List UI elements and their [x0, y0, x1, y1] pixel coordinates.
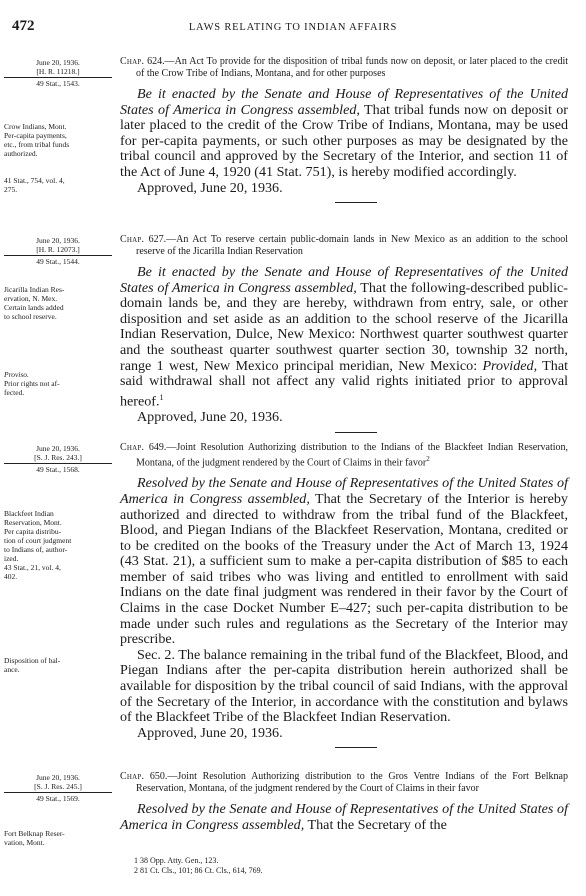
chapter-label: Chap. [120, 771, 145, 782]
bill-reference [4, 444, 112, 474]
margin-note [4, 656, 112, 674]
margin-note-line: Jicarilla Indian Res- [4, 285, 65, 294]
enacting-clause: Resolved by the Senate and House of Representatives of the United States of America in Congress assembled, [120, 475, 568, 507]
enacting-clause: Be it enacted by the Senate and House of Representatives of the United States of America in Congress assembled, [120, 264, 568, 296]
act-text: The balance remaining in the tribal fund of the Blackfeet, Blood, and Piegan Indians after the per-capita distribution herein authorized shall be available for disposition by the tribal council of said Indians, with the approval of the Secretary of the Interior, in accordance with the constitution and bylaws of the Blackfeet Tribe of the Blackfeet Indian Reservation. [120, 646, 568, 726]
margin-note-line: Certain lands added [4, 303, 64, 312]
margin-note-line: to Indians of, author- [4, 545, 68, 554]
margin-note-line: authorized. [4, 149, 38, 158]
margin-note-line: Fort Belknap Reser- [4, 829, 65, 838]
margin-note-line: 275. [4, 185, 18, 194]
margin-note-line: fected. [4, 388, 25, 397]
margin-note-line: Proviso. [4, 370, 29, 379]
footnote-mark: 2 [426, 454, 430, 463]
chapter-label: Chap. [120, 234, 145, 245]
section-divider [335, 747, 377, 748]
chapter-title: 624.—An Act To provide for the disposition of tribal funds now on deposit, or later placed to the credit of the Crow Tribe of Indians, Montana, and for other purposes [136, 56, 569, 79]
margin-note-line: vation, Mont. [4, 838, 45, 847]
enacting-clause: Be it enacted by the Senate and House of Representatives of the United States of America in Congress assembled, [120, 86, 568, 118]
bill-number: [H. R. 11218.] [4, 67, 112, 78]
act-section [120, 771, 568, 833]
enactment-date: June 20, 1936. [36, 58, 80, 67]
bill-reference [4, 58, 112, 88]
act-section [120, 442, 568, 748]
approval-line: Approved, June 20, 1936. [137, 724, 283, 741]
margin-note-line: tion of court judgment [4, 536, 72, 545]
margin-note-line: ance. [4, 665, 20, 674]
margin-note [4, 509, 112, 581]
enactment-date: June 20, 1936. [36, 236, 80, 245]
margin-note-line: Crow Indians, Mont. [4, 122, 67, 131]
act-body [120, 265, 568, 410]
statute-citation: 49 Stat., 1568. [36, 465, 80, 474]
section-divider [335, 202, 377, 203]
act-text: That said withdrawal shall not affect any valid rights initiated prior to approval hereof. [120, 357, 568, 410]
margin-note-line: Blackfeet Indian [4, 509, 54, 518]
margin-note-line: Per-capita payments, [4, 131, 67, 140]
enactment-date: June 20, 1936. [36, 773, 80, 782]
act-text: That tribal funds now on deposit or later placed to the credit of the Crow Tribe of Indians, Montana, may be used for per-capita payments, or such other purposes as may be designated by the tribal council and approved by the Secretary of the Interior, and section 11 of the Act of June 4, 1920 (41 Stat. 751), is hereby modified accordingly. [120, 101, 568, 180]
margin-note-line: ervation, N. Mex. [4, 294, 58, 303]
act-body [120, 802, 568, 833]
act-section-2 [120, 648, 568, 726]
margin-note [4, 122, 112, 158]
footnote: 2 81 Ct. Cls., 101; 86 Ct. Cls., 614, 769. [134, 866, 263, 875]
chapter-title: 627.—An Act To reserve certain public-domain lands in New Mexico as an addition to the school reserve of the Jicarilla Indian Reservation [136, 234, 568, 257]
running-head: LAWS RELATING TO INDIAN AFFAIRS [188, 22, 398, 33]
footnote-mark: 1 [159, 392, 164, 402]
margin-note-line: 41 Stat., 754, vol. 4, [4, 176, 65, 185]
act-body [120, 87, 568, 181]
proviso-word: Provided, [482, 357, 538, 374]
chapter-heading [120, 56, 568, 79]
enactment-date: June 20, 1936. [36, 444, 80, 453]
chapter-title: 650.—Joint Resolution Authorizing distribution to the Gros Ventre Indians of the Fort Belknap Reservation, Montana, of the judgment rendered by the Court of Claims in their favor [136, 771, 568, 794]
act-section [120, 56, 568, 203]
bill-number: [S. J. Res. 245.] [4, 782, 112, 793]
bill-number: [H. R. 12073.] [4, 245, 112, 256]
margin-note [4, 285, 112, 321]
margin-note [4, 176, 112, 194]
chapter-heading [120, 442, 568, 468]
section-divider [335, 432, 377, 433]
footnotes [134, 856, 263, 876]
footnote: 1 38 Opp. Atty. Gen., 123. [134, 856, 219, 865]
margin-note [4, 370, 112, 397]
act-text: That the Secretary of the Interior is hereby authorized and directed to withdraw from the tribal fund of the Blackfeet, Blood, and Piegan Indians of the Blackfeet Reservation, Montana, credited or to be credited on the books of the Treasury under the Act of March 13, 1924 (43 Stat. 21), a sufficient sum to make a per-capita distribution of $85 to each member of said tribes who was living and entitled to enrollment with said Indians on the date final judgment was rendered in their favor by the Court of Claims in the case Docket Number E–427; such per-capita distribution to be made under such rules and regulations as the Secretary of the Interior may prescribe. [120, 490, 568, 648]
margin-note-line: Disposition of bal- [4, 656, 61, 665]
chapter-heading [120, 771, 568, 794]
margin-note-line: Reservation, Mont. [4, 518, 62, 527]
act-text: That the following-described public-domain lands be, and they are hereby, withdrawn from entry, sale, or other disposition and set aside as an addition to the school reserve of the Jicarilla Indian Reservation, Dulce, New Mexico: Northwest quarter southwest quarter and the southeast quarter southwest quarter section 30, township 32 north, range 1 west, New Mexico principal meridian, New Mexico: [120, 279, 568, 374]
margin-note-line: 402. [4, 572, 18, 581]
approval-line: Approved, June 20, 1936. [137, 179, 283, 196]
enacting-clause: Resolved by the Senate and House of Representatives of the United States of America in Congress assembled, [120, 801, 568, 833]
margin-note-line: etc., from tribal funds [4, 140, 70, 149]
statute-citation: 49 Stat., 1543. [36, 79, 80, 88]
chapter-label: Chap. [120, 442, 145, 453]
bill-reference [4, 773, 112, 803]
act-body [120, 476, 568, 648]
section-label: Sec. 2. [137, 646, 175, 663]
margin-note [4, 829, 112, 847]
chapter-title: 649.—Joint Resolution Authorizing distribution to the Indians of the Blackfeet Indian Reservation, Montana, of the judgment rendered by the Court of Claims in their favor [136, 442, 569, 468]
margin-note-line: Prior rights not af- [4, 379, 60, 388]
chapter-label: Chap. [120, 56, 145, 67]
approval-line: Approved, June 20, 1936. [137, 409, 283, 426]
margin-note-line: Per capita distribu- [4, 527, 62, 536]
margin-note-line: ized. [4, 554, 19, 563]
statute-citation: 49 Stat., 1544. [36, 257, 80, 266]
margin-note-line: to school reserve. [4, 312, 57, 321]
bill-reference [4, 236, 112, 266]
statute-citation: 49 Stat., 1569. [36, 794, 80, 803]
bill-number: [S. J. Res. 243.] [4, 453, 112, 464]
margin-note-line: 43 Stat., 21, vol. 4, [4, 563, 61, 572]
page-number: 472 [12, 18, 35, 34]
act-section [120, 234, 568, 433]
act-text: That the Secretary of the [307, 816, 447, 833]
chapter-heading [120, 234, 568, 257]
